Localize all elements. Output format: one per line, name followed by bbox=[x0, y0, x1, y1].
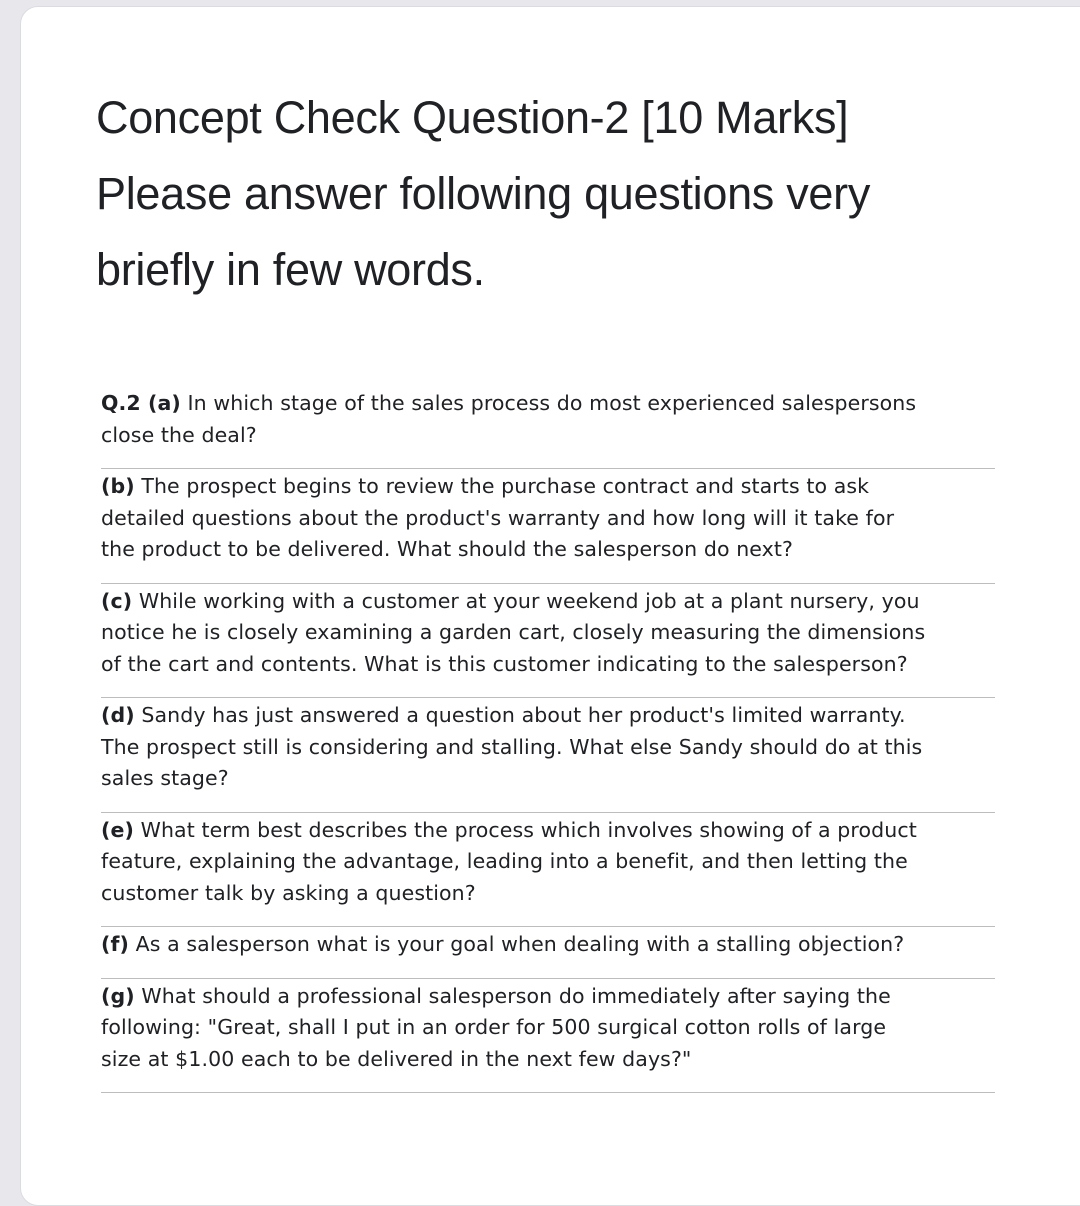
question-label: (b) bbox=[101, 474, 135, 498]
question-label: (e) bbox=[101, 817, 134, 842]
title-line: Please answer following questions very bbox=[96, 168, 871, 219]
question-list bbox=[101, 388, 995, 1095]
answer-underline bbox=[101, 812, 995, 813]
question-f bbox=[101, 929, 995, 961]
question-text: In which stage of the sales process do most experienced salespersons bbox=[187, 391, 917, 415]
question-text: following: "Great, shall I put in an order for 500 surgical cotton rolls of large bbox=[101, 1015, 887, 1039]
question-g bbox=[101, 981, 995, 1076]
question-label: (d) bbox=[101, 703, 135, 727]
answer-underline bbox=[101, 1092, 995, 1093]
question-text: size at $1.00 each to be delivered in the next few days?" bbox=[101, 1046, 692, 1071]
question-e bbox=[101, 815, 995, 910]
question-text: notice he is closely examining a garden cart, closely measuring the dimensions bbox=[101, 620, 926, 644]
question-text: While working with a customer at your weekend job at a plant nursery, you bbox=[138, 588, 920, 613]
title-line: Concept Check Question-2 [10 Marks] bbox=[96, 92, 849, 143]
question-text: The prospect begins to review the purchase contract and starts to ask bbox=[141, 474, 870, 498]
question-text: What term best describes the process which involves showing of a product bbox=[140, 817, 917, 842]
question-label: Q.2 (a) bbox=[101, 391, 181, 415]
answer-underline bbox=[101, 468, 995, 469]
answer-underline bbox=[101, 697, 995, 698]
question-a bbox=[101, 388, 995, 451]
question-text: feature, explaining the advantage, leading into a benefit, and then letting the bbox=[101, 849, 908, 873]
question-text: As a salesperson what is your goal when dealing with a stalling objection? bbox=[135, 932, 905, 956]
answer-underline bbox=[101, 583, 995, 584]
question-text: the product to be delivered. What should the salesperson do next? bbox=[101, 537, 794, 561]
question-b bbox=[101, 471, 995, 566]
question-text: customer talk by asking a question? bbox=[101, 880, 476, 905]
question-label: (g) bbox=[101, 983, 135, 1008]
answer-underline bbox=[101, 978, 995, 979]
question-text: The prospect still is considering and stalling. What else Sandy should do at this bbox=[101, 734, 923, 759]
question-text: Sandy has just answered a question about her product's limited warranty. bbox=[141, 703, 906, 727]
question-label: (c) bbox=[101, 588, 133, 613]
question-text: detailed questions about the product's warranty and how long will it take for bbox=[101, 505, 895, 530]
answer-underline bbox=[101, 926, 995, 927]
question-text: What should a professional salesperson do immediately after saying the bbox=[141, 983, 891, 1008]
question-text: close the deal? bbox=[101, 422, 257, 447]
question-text: of the cart and contents. What is this customer indicating to the salesperson? bbox=[101, 651, 908, 676]
question-d bbox=[101, 700, 995, 795]
title-line: briefly in few words. bbox=[96, 244, 485, 295]
question-label: (f) bbox=[101, 932, 129, 956]
page-title bbox=[96, 80, 1026, 308]
question-c bbox=[101, 586, 995, 681]
question-text: sales stage? bbox=[101, 766, 229, 790]
